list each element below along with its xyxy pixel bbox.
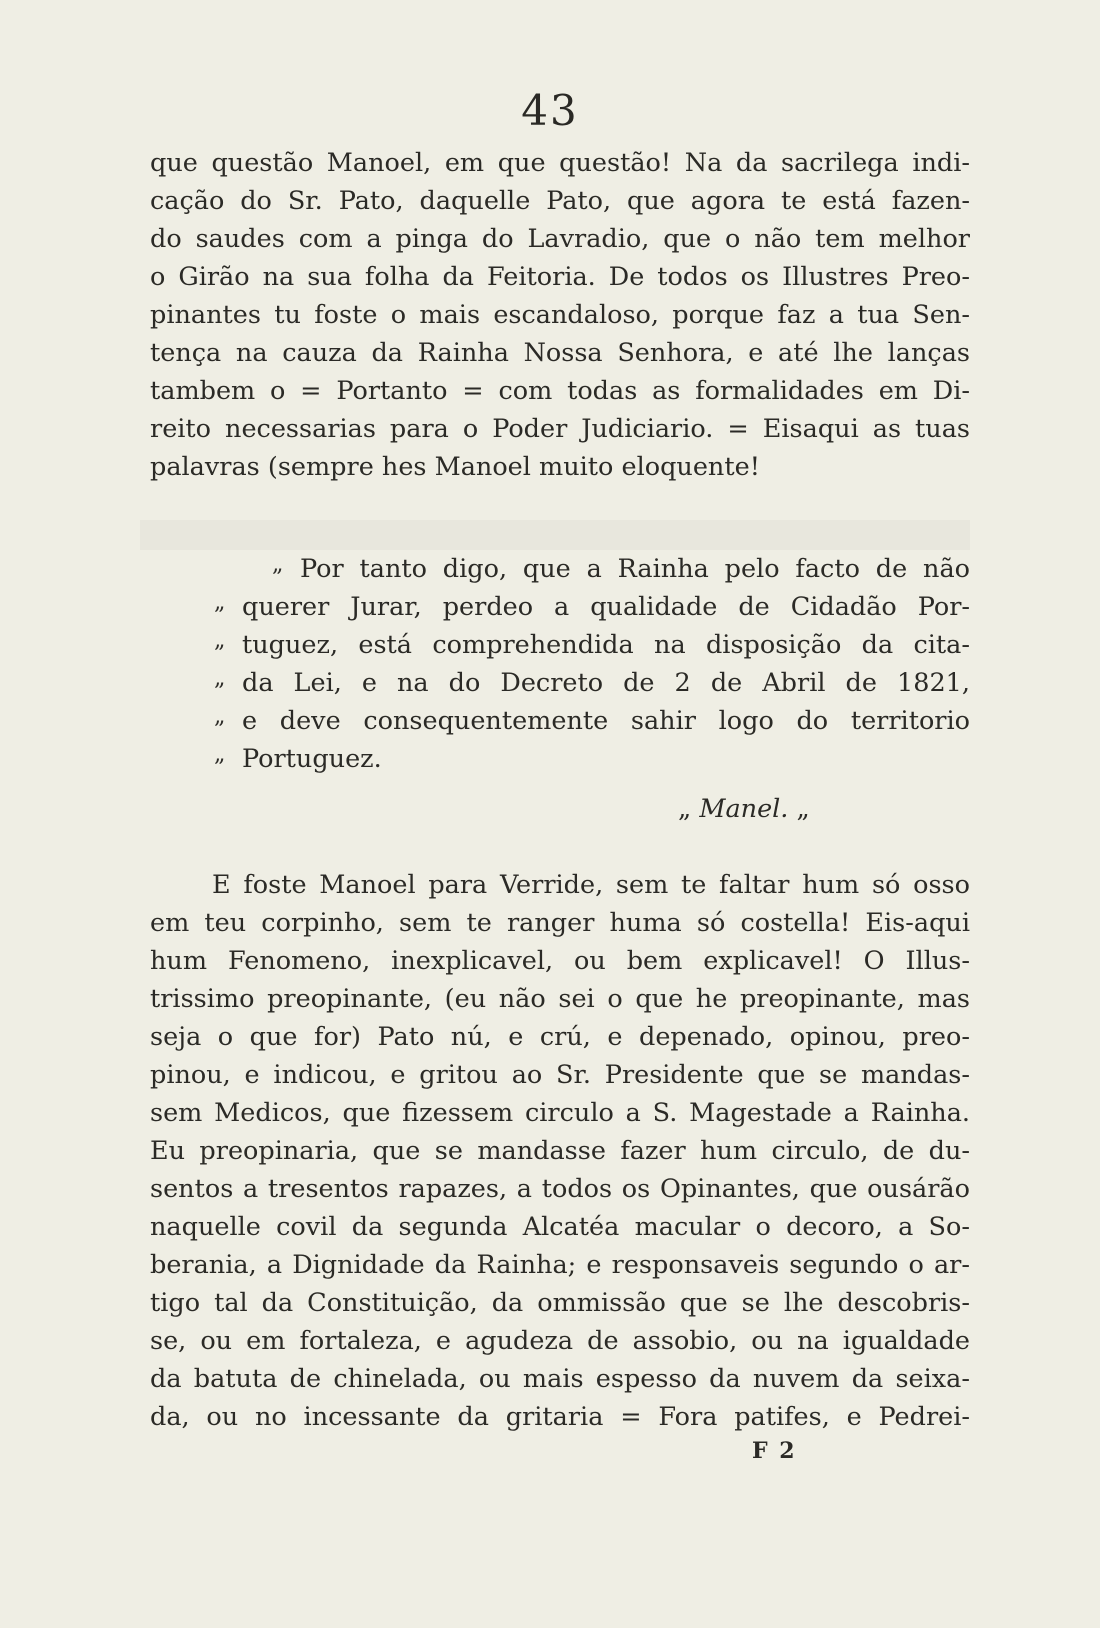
quote-line: tuguez, está comprehendida na disposição da cita- — [242, 630, 970, 660]
text-line: do saudes com a pinga do Lavradio, que o não tem melhor — [150, 224, 970, 254]
page-number: 43 — [521, 86, 579, 135]
text-line: berania, a Dignidade da Rainha; e responsaveis segundo o ar- — [150, 1250, 970, 1280]
quote-signature — [678, 794, 810, 824]
text-line: sentos a tresentos rapazes, a todos os Opinantes, que ousárão — [150, 1174, 970, 1204]
quote-line: Portuguez. — [242, 744, 382, 774]
text-line: tambem o = Portanto = com todas as formalidades em Di- — [150, 376, 970, 406]
text-line: pinantes tu foste o mais escandaloso, porque faz a tua Sen- — [150, 300, 970, 330]
text-line: pinou, e indicou, e gritou ao Sr. Presidente que se mandas- — [150, 1060, 970, 1090]
text-line: se, ou em fortaleza, e agudeza de assobio, ou na igualdade — [150, 1326, 970, 1356]
text-line: sem Medicos, que fizessem circulo a S. Magestade a Rainha. — [150, 1098, 970, 1128]
text-line: tigo tal da Constituição, da ommissão que se lhe descobris- — [150, 1288, 970, 1318]
text-line: Eu preopinaria, que se mandasse fazer hum circulo, de du- — [150, 1136, 970, 1166]
quote-mark: „ — [214, 628, 226, 653]
text-line: reito necessarias para o Poder Judiciario. = Eisaqui as tuas — [150, 414, 970, 444]
quote-mark: „ — [214, 590, 226, 615]
quote-line: da Lei, e na do Decreto de 2 de Abril de 1821, — [242, 668, 970, 698]
signature-name: Manel. — [699, 794, 789, 824]
text-line: hum Fenomeno, inexplicavel, ou bem explicavel! O Illus- — [150, 946, 970, 976]
text-line: da, ou no incessante da gritaria = Fora patifes, e Pedrei- — [150, 1402, 970, 1432]
quote-mark: „ — [214, 666, 226, 691]
text-line: E foste Manoel para Verride, sem te faltar hum só osso — [212, 870, 970, 900]
quote-mark: „ — [214, 742, 226, 767]
text-line: da batuta de chinelada, ou mais espesso da nuvem da seixa- — [150, 1364, 970, 1394]
quote-mark: „ — [678, 794, 692, 824]
text-line: em teu corpinho, sem te ranger huma só costella! Eis-aqui — [150, 908, 970, 938]
quote-line: Por tanto digo, que a Rainha pelo facto de não — [300, 554, 970, 584]
quote-mark: „ — [272, 552, 284, 577]
text-line: tença na cauza da Rainha Nossa Senhora, e até lhe lanças — [150, 338, 970, 368]
quote-line: querer Jurar, perdeo a qualidade de Cidadão Por- — [242, 592, 970, 622]
text-line: cação do Sr. Pato, daquelle Pato, que agora te está fazen- — [150, 186, 970, 216]
text-line: naquelle covil da segunda Alcatéa macular o decoro, a So- — [150, 1212, 970, 1242]
text-line: seja o que for) Pato nú, e crú, e depenado, opinou, preo- — [150, 1022, 970, 1052]
text-line: o Girão na sua folha da Feitoria. De todos os Illustres Preo- — [150, 262, 970, 292]
quote-mark: „ — [214, 704, 226, 729]
quote-line: e deve consequentemente sahir logo do territorio — [242, 706, 970, 736]
printer-signature-mark: F 2 — [752, 1438, 797, 1464]
text-line: palavras (sempre hes Manoel muito eloquente! — [150, 452, 760, 482]
quote-mark: „ — [796, 794, 810, 824]
text-line: que questão Manoel, em que questão! Na da sacrilega indi- — [150, 148, 970, 178]
text-line: trissimo preopinante, (eu não sei o que he preopinante, mas — [150, 984, 970, 1014]
print-shadow — [140, 520, 970, 550]
